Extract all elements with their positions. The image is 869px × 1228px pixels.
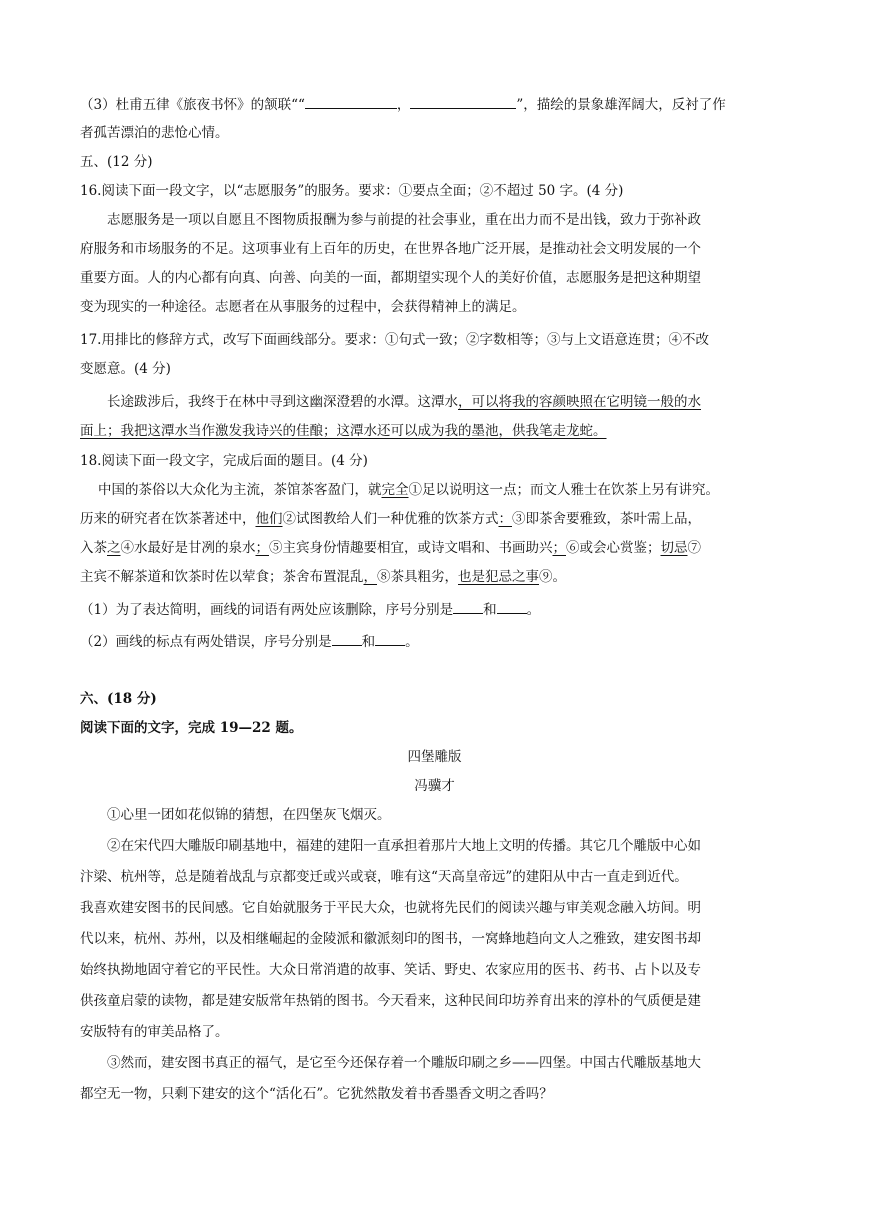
underlined-punct: ； xyxy=(255,540,269,556)
q16-passage-line: 府服务和市场服务的不足。这项事业有上百年的历史，在世界各地广泛开展，是推动社会文明发展的一个 xyxy=(80,241,701,257)
answer-blank xyxy=(410,94,516,109)
q17-passage-line2 xyxy=(80,421,607,441)
q16-passage-line: 志愿服务是一项以自愿且不图物质报酬为参与前提的社会事业，重在出力而不是出钱，致力于弥补政 xyxy=(107,212,701,228)
answer-blank xyxy=(497,599,527,614)
article-paragraph-1: ①心里一团如花似锦的猜想，在四堡灰飞烟灭。 xyxy=(107,807,391,823)
underlined-word: 之 xyxy=(107,540,121,556)
q18-passage-line3: 入茶之④水最好是甘冽的泉水；⑤主宾身份情趣要相宜，或诗文唱和、书画助兴；⑥或会心赏鉴；切忌⑦ xyxy=(80,540,701,556)
article-paragraph-3-line: 都空无一物，只剩下建安的这个“活化石”。它犹然散发着书香墨香文明之香吗？ xyxy=(80,1086,553,1102)
underlined-punct: ； xyxy=(552,540,566,556)
q17-prompt-line1: 17.用排比的修辞方式，改写下面画线部分。要求：①句式一致；②字数相等；③与上文语意连贯；④不改 xyxy=(80,332,709,348)
article-title: 四堡雕版 xyxy=(407,749,462,765)
section-6-instruction: 阅读下面的文字，完成 19—22 题。 xyxy=(80,720,303,736)
underlined-word: 他们 xyxy=(255,511,283,527)
underlined-punct: ， xyxy=(363,569,377,585)
section-5-heading: 五、(12 分) xyxy=(80,154,153,170)
underlined-word: 完全 xyxy=(381,482,409,498)
q17-passage-line1: 长途跋涉后，我终于在林中寻到这幽深澄碧的水潭。这潭水，可以将我的容颜映照在它明镜一般的水 xyxy=(107,394,701,410)
q16-prompt: 16.阅读下面一段文字，以“志愿服务”的服务。要求：①要点全面；②不超过 50 字。(4 分) xyxy=(80,183,624,199)
q16-passage-line: 变为现实的一种途径。志愿者在从事服务的过程中，会获得精神上的满足。 xyxy=(80,299,526,315)
q17-prompt-line2: 变愿意。(4 分) xyxy=(80,361,171,377)
article-paragraph-2-line: ②在宋代四大雕版印刷基地中，福建的建阳一直承担着那片大地上文明的传播。其它几个雕版中心如 xyxy=(107,838,701,854)
q16-passage-line: 重要方面。人的内心都有向真、向善、向美的一面，都期望实现个人的美好价值，志愿服务是把这种期望 xyxy=(80,270,701,286)
answer-blank xyxy=(332,631,362,646)
article-paragraph-2-line: 安版特有的审美品格了。 xyxy=(80,1024,229,1040)
article-paragraph-2-line: 代以来，杭州、苏州，以及相继崛起的金陵派和徽派刻印的图书，一窝蜂地趋向文人之雅致，建安图书却 xyxy=(80,931,701,947)
answer-blank xyxy=(453,599,483,614)
article-paragraph-2-line: 汴梁、杭州等，总是随着战乱与京都变迁或兴或衰，唯有这“天高皇帝远”的建阳从中古一直走到近代。 xyxy=(80,869,688,885)
q18-sub1: （1）为了表达简明，画线的词语有两处应该删除，序号分别是 和 。 xyxy=(80,599,540,620)
underlined-word: 也是犯忌之事 xyxy=(458,569,539,585)
article-author: 冯骥才 xyxy=(414,778,455,794)
q18-prompt: 18.阅读下面一段文字，完成后面的题目。(4 分) xyxy=(80,453,368,469)
answer-blank xyxy=(375,631,405,646)
underlined-word: 切忌 xyxy=(660,540,688,556)
q18-sub2: （2）画线的标点有两处错误，序号分别是 和 。 xyxy=(80,631,419,652)
article-paragraph-2-line: 我喜欢建安图书的民间感。它自始就服务于平民大众，也就将先民们的阅读兴趣与审美观念融入坊间。明 xyxy=(80,900,701,916)
underlined-punct: ： xyxy=(498,511,512,527)
article-paragraph-2-line: 供孩童启蒙的读物，都是建安版常年热销的图书。今天看来，这种民间印坊养育出来的淳朴的气质便是建 xyxy=(80,993,701,1009)
q18-passage-line2: 历来的研究者在饮茶著述中，他们②试图教给人们一种优雅的饮茶方式：③即茶舍要雅致，茶叶需上品， xyxy=(80,511,701,527)
article-paragraph-2-line: 始终执拗地固守着它的平民性。大众日常消遣的故事、笑话、野史、农家应用的医书、药书、占卜以及专 xyxy=(80,962,701,978)
section-6-heading: 六、(18 分) xyxy=(80,691,157,707)
underlined-text: ，可以将我的容颜映照在它明镜一般的水 xyxy=(458,394,701,410)
answer-blank xyxy=(305,94,397,109)
q18-passage-line1: 中国的茶俗以大众化为主流，茶馆茶客盈门，就完全①足以说明这一点；而文人雅士在饮茶上另有讲究。 xyxy=(98,482,719,498)
q18-passage-line4: 主宾不解茶道和饮茶时佐以荤食；茶舍布置混乱，⑧茶具粗劣，也是犯忌之事⑨。 xyxy=(80,569,566,585)
q15-3-line1: （3）杜甫五律《旅夜书怀》的颔联““ ， ”，描绘的景象雄浑阔大，反衬了作 xyxy=(80,94,726,115)
underlined-text: 面上；我把这潭水当作激发我诗兴的佳酿；这潭水还可以成为我的墨池，供我笔走龙蛇。 xyxy=(80,423,607,439)
q15-3-line2: 者孤苦漂泊的悲怆心情。 xyxy=(80,125,229,141)
article-paragraph-3-line: ③然而，建安图书真正的福气，是它至今还保存着一个雕版印刷之乡——四堡。中国古代雕版基地大 xyxy=(107,1055,701,1071)
